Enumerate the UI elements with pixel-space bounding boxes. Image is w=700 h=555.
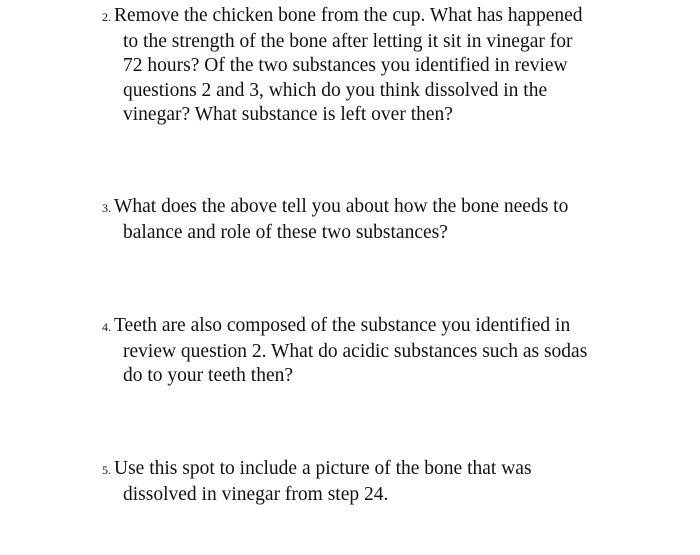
question-text-line: vinegar? What substance is left over then? bbox=[123, 104, 453, 125]
question-text-line: balance and role of these two substances? bbox=[123, 221, 448, 243]
question-text-line: to the strength of the bone after letting it sit in vinegar for bbox=[123, 30, 573, 52]
question-first-line bbox=[102, 457, 642, 483]
question-text-line: 72 hours? Of the two substances you identified in review bbox=[123, 55, 568, 76]
question-number: 4. bbox=[102, 320, 111, 334]
question-text-line: Use this spot to include a picture of the bone that was bbox=[114, 458, 532, 479]
question-first-line bbox=[102, 4, 642, 30]
question-text-line: What does the above tell you about how the bone needs to bbox=[114, 196, 569, 217]
question-text-line: dissolved in vinegar from step 24. bbox=[123, 483, 389, 505]
question-text-line: Remove the chicken bone from the cup. What has happened bbox=[114, 5, 583, 26]
question-5 bbox=[102, 457, 642, 507]
question-4 bbox=[102, 314, 642, 389]
question-number: 3. bbox=[102, 201, 111, 215]
question-3 bbox=[102, 195, 642, 245]
question-first-line bbox=[102, 195, 642, 221]
question-number: 2. bbox=[102, 10, 111, 24]
question-text-line: review question 2. What do acidic substances such as sodas bbox=[123, 340, 588, 362]
question-number: 5. bbox=[102, 463, 111, 477]
question-first-line bbox=[102, 314, 642, 340]
question-text-line: questions 2 and 3, which do you think dissolved in the bbox=[123, 79, 548, 101]
question-text-line: Teeth are also composed of the substance you identified in bbox=[114, 315, 571, 336]
question-2 bbox=[102, 4, 642, 128]
question-text-line: do to your teeth then? bbox=[123, 365, 294, 386]
